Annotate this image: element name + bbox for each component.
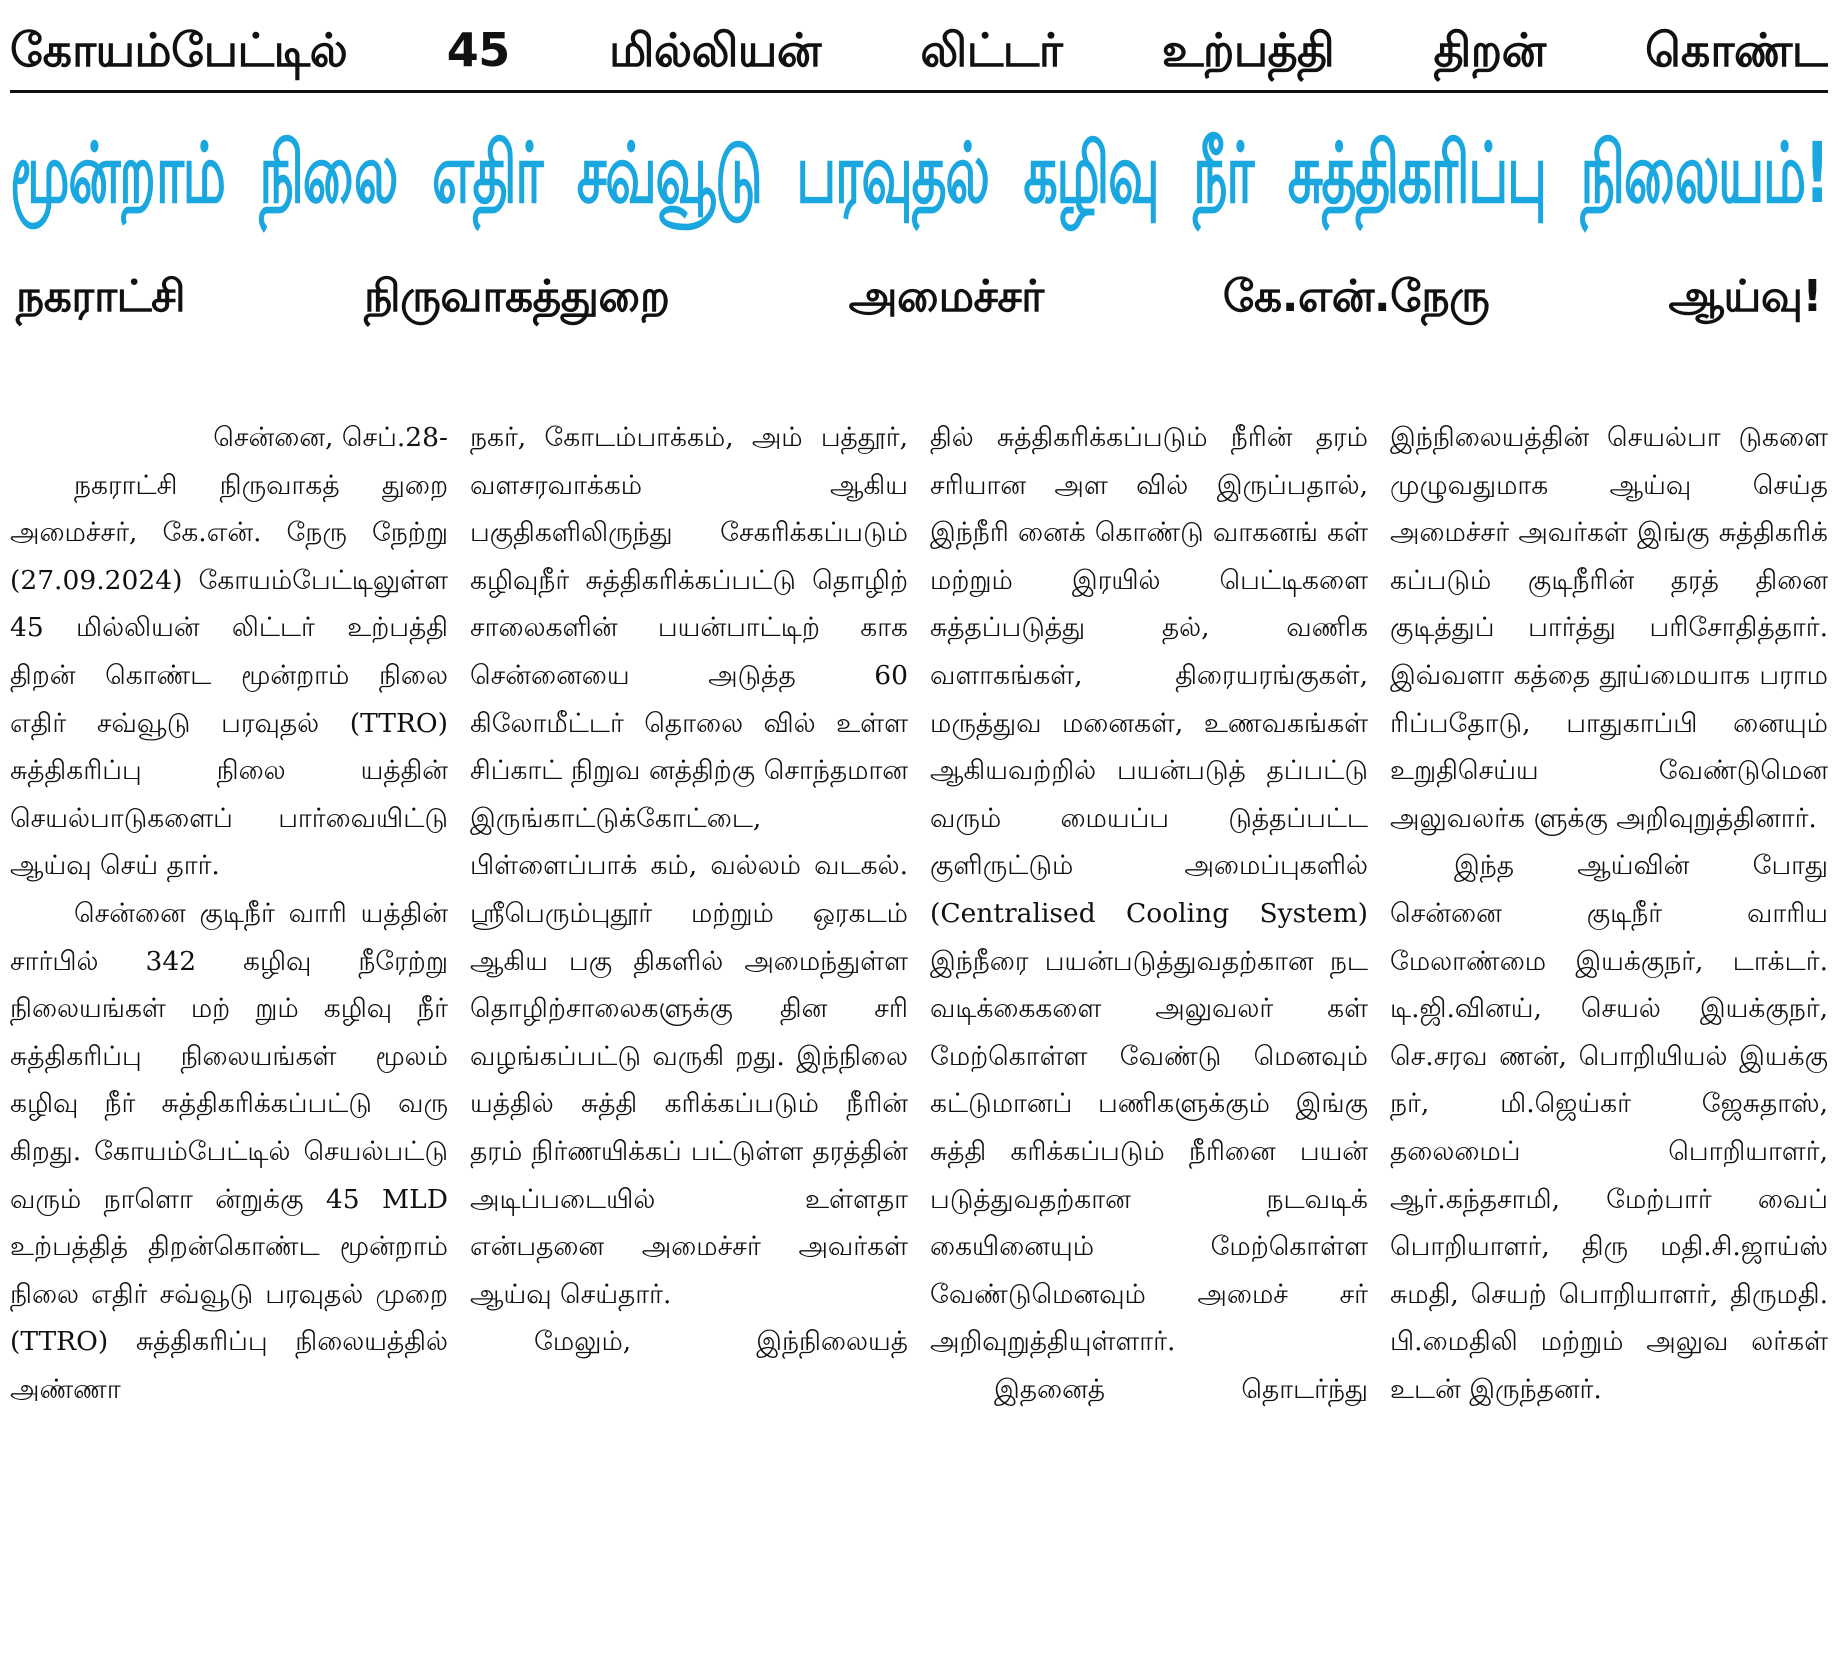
body-paragraph: இந்நிலையத்தின் செயல்பா டுகளை முழுவதுமாக ஆய்வு செய்த அமைச்சர் அவர்கள் இங்கு சுத்திகரிக் கப்படும் குடிநீரின் தரத் தினை குடித்துப் பார்த்து பரிசோதித்தார். இவ்வளா கத்தை தூய்மையாக பராம ரிப்பதோடு, பாதுகாப்பி னையும் உறுதிசெய்ய வேண்டுமென அலுவலர்க ளுக்கு அறிவுறுத்தினார். bbox=[1390, 422, 1828, 834]
body-paragraph: நகராட்சி நிருவாகத் துறை அமைச்சர், கே.என். நேரு நேற்று (27.09.2024) கோயம்பேட்டிலுள்ள 45 மில்லியன் லிட்டர் உற்பத்தி திறன் கொண்ட மூன்றாம் நிலை எதிர் சவ்வூடு பரவுதல் (TTRO) சுத்திகரிப்பு நிலை யத்தின் செயல்பாடுகளைப் பார்வையிட்டு ஆய்வு செய் தார். bbox=[10, 469, 448, 882]
body-column-2 bbox=[470, 414, 908, 1666]
body-paragraph: தில் சுத்திகரிக்கப்படும் நீரின் தரம் சரியான அள வில் இருப்பதால், இந்நீரி னைக் கொண்டு வாகனங் கள் மற்றும் இரயில் பெட்டிகளை சுத்தப்படுத்து தல், வணிக வளாகங்கள், திரையரங்குகள், மருத்துவ மனைகள், உணவகங்கள் ஆகியவற்றில் பயன்படுத் தப்பட்டு வரும் மையப்ப டுத்தப்பட்ட குளிருட்டும் அமைப்புகளில் (Centralised Cooling System) இந்நீரை பயன்படுத்துவதற்கான நட வடிக்கைகளை அலுவலர் கள் மேற்கொள்ள வேண்டு மெனவும் கட்டுமானப் பணிகளுக்கும் இங்கு சுத்தி கரிக்கப்படும் நீரினை பயன் படுத்துவதற்கான நடவடிக் கையினையும் மேற்கொள்ள வேண்டுமெனவும் அமைச் சர் அறிவுறுத்தியுள்ளார். bbox=[930, 422, 1368, 1358]
body-paragraph: சென்னை குடிநீர் வாரி யத்தின் சார்பில் 342 கழிவு நீரேற்று நிலையங்கள் மற் றும் கழிவு நீர் சுத்திகரிப்பு நிலையங்கள் மூலம் கழிவு நீர் சுத்திகரிக்கப்பட்டு வரு கிறது. கோயம்பேட்டில் செயல்பட்டு வரும் நாளொ ன்றுக்கு 45 MLD உற்பத்தித் திறன்கொண்ட மூன்றாம் நிலை எதிர் சவ்வூடு பரவுதல் முறை (TTRO) சுத்திகரிப்பு நிலையத்தில் அண்ணா bbox=[10, 897, 448, 1405]
body-column-4 bbox=[1390, 414, 1828, 1666]
body-paragraph: இதனைத் தொடர்ந்து bbox=[994, 1373, 1368, 1405]
dateline: சென்னை, செப்.28- bbox=[213, 422, 448, 453]
body-paragraph: மேலும், இந்நிலையத் bbox=[534, 1326, 908, 1358]
body-column-1 bbox=[10, 414, 448, 1666]
article-headline: மூன்றாம் நிலை எதிர் சவ்வூடு பரவுதல் கழிவு நீர் சுத்திகரிப்பு நிலையம்! bbox=[10, 124, 1828, 223]
body-column-3 bbox=[930, 414, 1368, 1666]
article-subheadline: நகராட்சி நிருவாகத்துறை அமைச்சர் கே.என்.நேரு ஆய்வு! bbox=[16, 271, 1822, 322]
body-paragraph: இந்த ஆய்வின் போது சென்னை குடிநீர் வாரிய மேலாண்மை இயக்குநர், டாக்டர். டி.ஜி.வினய், செயல் இயக்குநர், செ.சரவ ணன், பொறியியல் இயக்கு நர், மி.ஜெய்கர் ஜேசுதாஸ், தலைமைப் பொறியாளர், ஆர்.கந்தசாமி, மேற்பார் வைப் பொறியாளர், திரு மதி.சி.ஜாய்ஸ் சுமதி, செயற் பொறியாளர், திருமதி. பி.மைதிலி மற்றும் அலுவ லர்கள் உடன் இருந்தனர். bbox=[1390, 850, 1828, 1405]
body-paragraph: நகர், கோடம்பாக்கம், அம் பத்தூர், வளசரவாக்கம் ஆகிய பகுதிகளிலிருந்து சேகரிக்கப்படும் கழிவுநீர் சுத்திகரிக்கப்பட்டு தொழிற் சாலைகளின் பயன்பாட்டிற் காக சென்னையை அடுத்த 60 கிலோமீட்டர் தொலை வில் உள்ள சிப்காட் நிறுவ னத்திற்கு சொந்தமான இருங்காட்டுக்கோட்டை, பிள்ளைப்பாக் கம், வல்லம் வடகல். ஸ்ரீபெரும்புதூர் மற்றும் ஒரகடம் ஆகிய பகு திகளில் அமைந்துள்ள தொழிற்சாலைகளுக்கு தின சரி வழங்கப்பட்டு வருகி றது. இந்நிலை யத்தில் சுத்தி கரிக்கப்படும் நீரின் தரம் நிர்ணயிக்கப் பட்டுள்ள தரத்தின் அடிப்படையில் உள்ளதா என்பதனை அமைச்சர் அவர்கள் ஆய்வு செய்தார். bbox=[470, 422, 908, 1310]
article-kicker: கோயம்பேட்டில் 45 மில்லியன் லிட்டர் உற்பத்தி திறன் கொண்ட bbox=[10, 23, 1828, 77]
article-body bbox=[10, 414, 1828, 1666]
